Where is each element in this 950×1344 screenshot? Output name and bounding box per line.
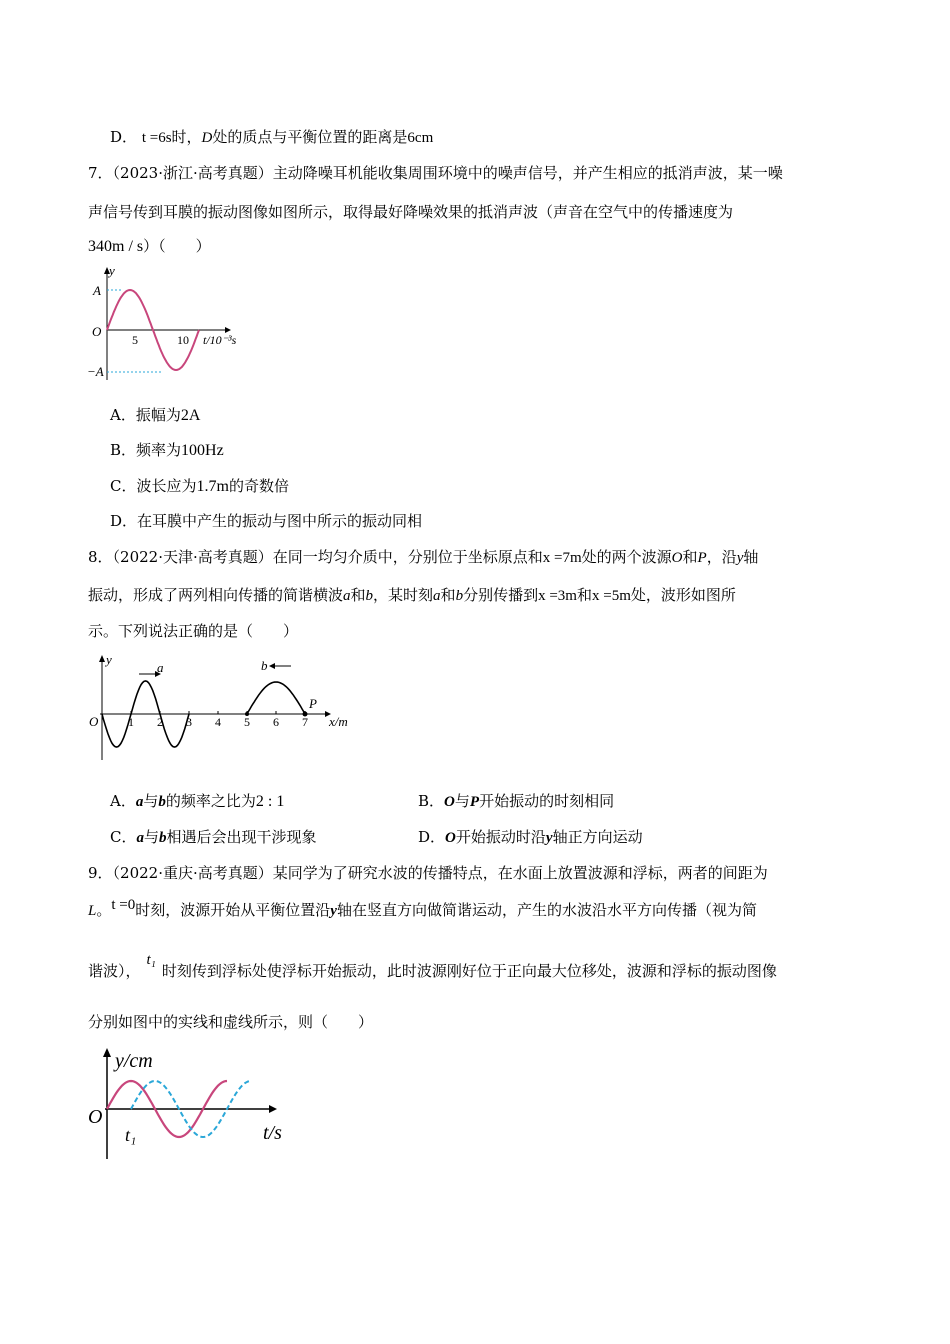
- q8-option-c[interactable]: C．a与b相遇后会出现干涉现象: [110, 828, 317, 846]
- q8-y-axis-arrow: [99, 655, 105, 662]
- q8-line-2: 振动，形成了两列相向传播的简谐横波a和b，某时刻a和b分别传播到x =3m和x =5m处，波形如图所: [88, 586, 736, 604]
- q9-line-3: 谐波），t₁时刻传到浮标处使浮标开始振动，此时波源刚好位于正向最大位移处，波源和浮标的振动图像: [88, 952, 777, 980]
- q8-tick-label-4: 4: [215, 715, 221, 729]
- q7-tick-5: 5: [132, 333, 138, 347]
- q7-A-label: A: [93, 283, 101, 298]
- q9-t-axis-arrow: [269, 1105, 277, 1113]
- q8-wave-figure: [85, 652, 365, 764]
- q8-wave-b-curve: [247, 682, 305, 714]
- q7-line-3: 340m / s）（ ）: [88, 237, 211, 255]
- q7-tick-10: 10: [177, 333, 189, 347]
- q7-option-a[interactable]: A．振幅为2A: [110, 406, 201, 424]
- q7-origin-label: O: [92, 324, 102, 339]
- q9-line-1: 9．（2022·重庆·高考真题）某同学为了研究水波的传播特点，在水面上放置波源和浮标，两者的间距为: [88, 864, 768, 882]
- q8-y-label: y: [106, 652, 112, 667]
- q7-line-2: 声信号传到耳膜的振动图像如图所示，取得最好降噪效果的抵消声波（声音在空气中的传播速度为: [88, 203, 734, 221]
- q9-y-unit: y/cm: [115, 1050, 153, 1072]
- q8-x-unit: x/m: [329, 714, 348, 729]
- q8-option-a[interactable]: A．a与b的频率之比为2 : 1: [110, 792, 285, 810]
- q7-line-1: 7．（2023·浙江·高考真题）主动降噪耳机能收集周围环境中的噪声信号，并产生相应的抵消声波，某一噪: [88, 164, 783, 182]
- q7-option-c[interactable]: C．波长应为1.7m的奇数倍: [110, 477, 289, 495]
- q9-t1-label: t₁: [125, 1125, 137, 1145]
- q9-vibration-figure: [85, 1045, 305, 1163]
- q8-tick-label-2: 2: [157, 715, 163, 729]
- q8-origin-label: O: [89, 714, 99, 729]
- q9-y-axis-arrow: [103, 1048, 111, 1057]
- q8-a-label: a: [157, 660, 164, 675]
- q8-tick-label-5: 5: [244, 715, 250, 729]
- q8-b-arrowhead: [269, 663, 275, 669]
- q7-vibration-figure: [85, 262, 255, 384]
- q8-tick-label-1: 1: [128, 715, 134, 729]
- q9-origin-label: O: [88, 1106, 103, 1128]
- q6-option-d: D． t =6s时，D处的质点与平衡位置的距离是6cm: [110, 128, 434, 146]
- q8-tick-label-3: 3: [186, 715, 192, 729]
- q9-line-2: L。t =0时刻，波源开始从平衡位置沿y轴在竖直方向做简谐运动，产生的水波沿水平方向传播（视为简: [88, 897, 757, 919]
- q8-line-1: 8．（2022·天津·高考真题）在同一均匀介质中，分别位于坐标原点和x =7m处的两个波源O和P，沿y轴: [88, 548, 759, 566]
- q8-line-3: 示。下列说法正确的是（ ）: [88, 622, 299, 640]
- q7-option-b[interactable]: B．频率为100Hz: [110, 441, 224, 459]
- q8-option-b[interactable]: B．O与P开始振动的时刻相同: [418, 792, 615, 810]
- q8-option-d[interactable]: D．O开始振动时沿y轴正方向运动: [418, 828, 643, 846]
- q9-t-unit: t/s: [263, 1122, 282, 1144]
- q7-y-label: y: [109, 263, 115, 278]
- q7-negA-label: −A: [87, 364, 104, 379]
- q8-tick-label-7: 7: [302, 715, 308, 729]
- q7-t-unit: t/10⁻³s: [203, 333, 237, 347]
- q7-option-d[interactable]: D．在耳膜中产生的振动与图中所示的振动同相: [110, 512, 423, 530]
- q9-line-4: 分别如图中的实线和虚线所示，则（ ）: [88, 1013, 374, 1031]
- q8-P-label: P: [309, 696, 317, 711]
- q8-b-label: b: [261, 658, 268, 673]
- q8-tick-label-6: 6: [273, 715, 279, 729]
